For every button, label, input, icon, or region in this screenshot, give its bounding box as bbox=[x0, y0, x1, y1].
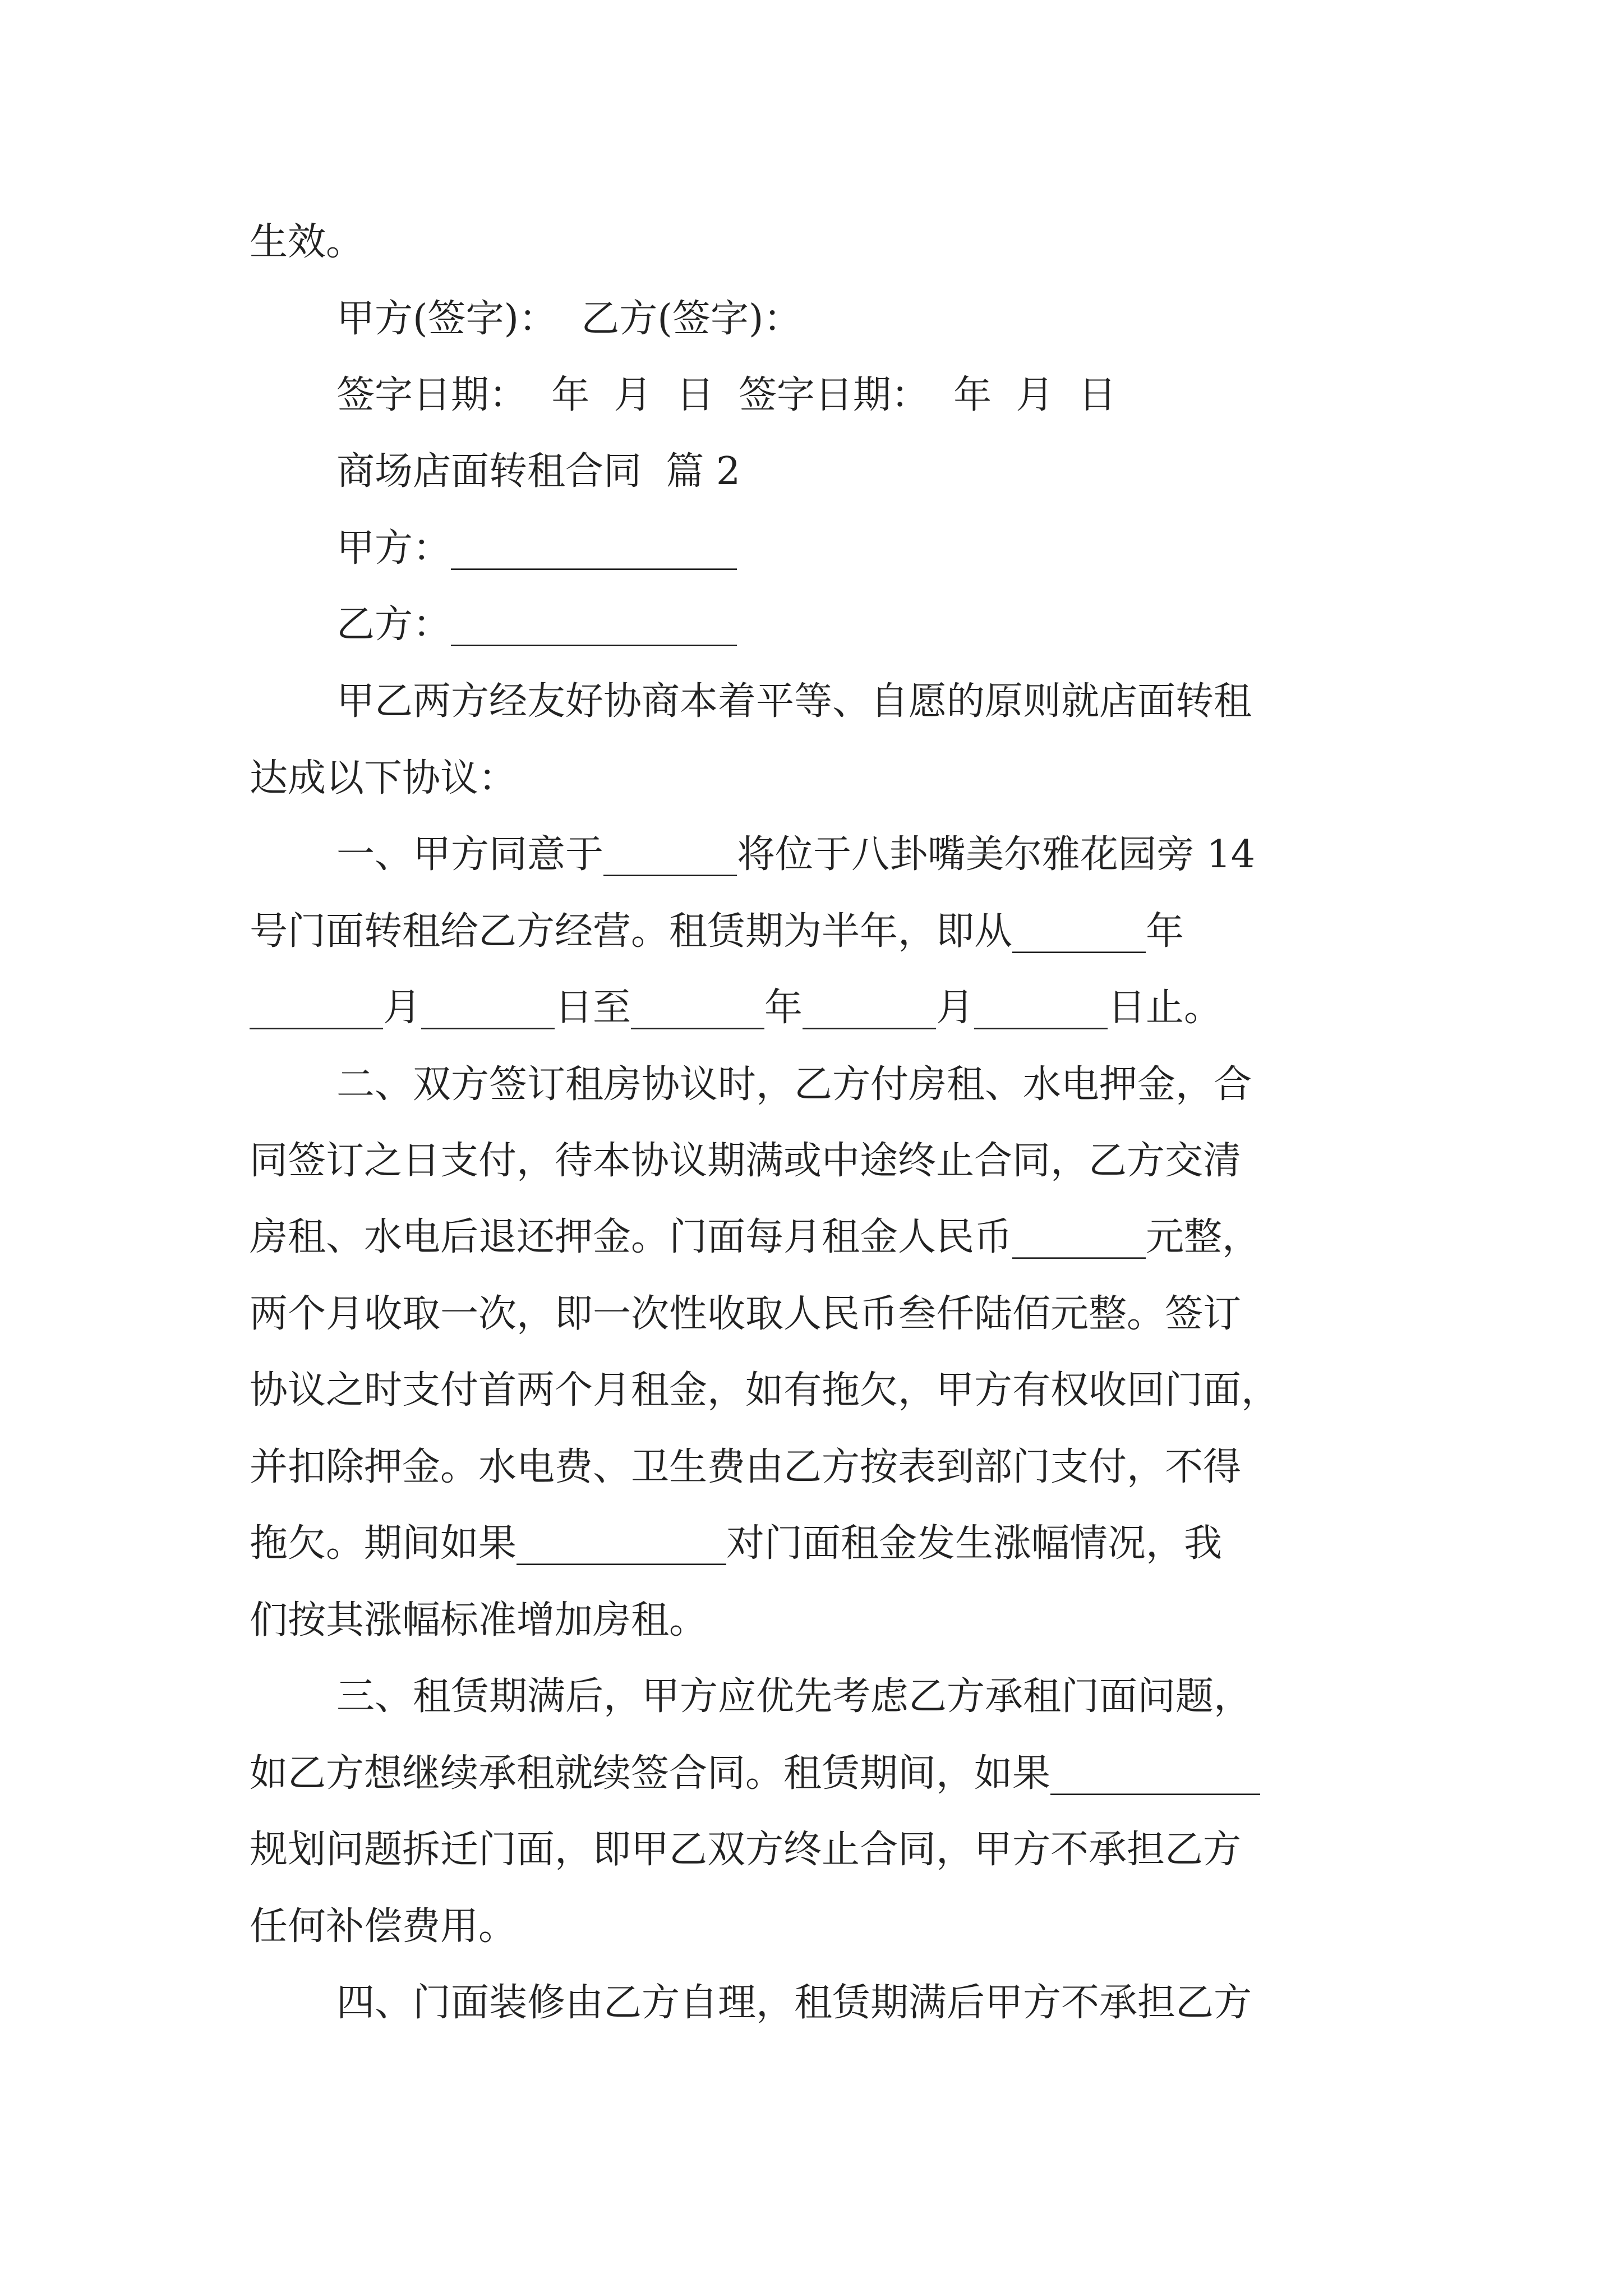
text-line-8: 达成以下协议： bbox=[250, 756, 517, 800]
clause-2-line-4: 两个月收取一次，即一次性收取人民币叁仟陆佰元整。签订 bbox=[250, 1292, 1242, 1336]
section-heading: 商场店面转租合同 篇 2 bbox=[336, 449, 741, 494]
clause-2-line-6: 并扣除押金。水电费、卫生费由乙方按表到部门支付，不得 bbox=[250, 1445, 1242, 1489]
clause-1-line-1: 一、甲方同意于_______将位于八卦嘴美尔雅花园旁 14 bbox=[336, 832, 1256, 877]
clause-1-line-2: 号门面转租给乙方经营。租赁期为半年，即从_______年 bbox=[250, 909, 1184, 954]
clause-3-line-1: 三、租赁期满后，甲方应优先考虑乙方承租门面问题， bbox=[336, 1674, 1252, 1719]
clause-2-line-7: 拖欠。期间如果___________对门面租金发生涨幅情况，我 bbox=[250, 1521, 1223, 1566]
clause-3-line-2: 如乙方想继续承租就续签合同。租赁期间，如果___________ bbox=[250, 1751, 1261, 1796]
clause-3-line-3: 规划问题拆迁门面，即甲乙双方终止合同，甲方不承担乙方 bbox=[250, 1828, 1242, 1872]
text-line-7: 甲乙两方经友好协商本着平等、自愿的原则就店面转租 bbox=[336, 679, 1252, 724]
clause-2-line-2: 同签订之日支付，待本协议期满或中途终止合同，乙方交清 bbox=[250, 1139, 1242, 1183]
signature-line: 甲方(签字)： 乙方(签字)： bbox=[336, 297, 802, 341]
clause-3-line-4: 任何补偿费用。 bbox=[250, 1904, 517, 1949]
clause-2-line-5: 协议之时支付首两个月租金，如有拖欠，甲方有权收回门面， bbox=[250, 1368, 1280, 1412]
signature-date-line: 签字日期： 年 月 日 签字日期： 年 月 日 bbox=[336, 373, 1117, 417]
party-b-line: 乙方：_______________ bbox=[336, 602, 737, 647]
clause-2-line-3: 房租、水电后退还押金。门面每月租金人民币_______元整， bbox=[250, 1215, 1261, 1259]
clause-2-line-1: 二、双方签订租房协议时，乙方付房租、水电押金，合 bbox=[336, 1062, 1252, 1107]
text-line-1: 生效。 bbox=[250, 220, 365, 264]
clause-2-line-8: 们按其涨幅标准增加房租。 bbox=[250, 1598, 708, 1642]
clause-1-line-3: _______月_______日至_______年_______月_______日止。 bbox=[250, 986, 1223, 1030]
party-a-line: 甲方：_______________ bbox=[336, 526, 737, 570]
clause-4-line-1: 四、门面装修由乙方自理，租赁期满后甲方不承担乙方 bbox=[336, 1981, 1252, 2025]
